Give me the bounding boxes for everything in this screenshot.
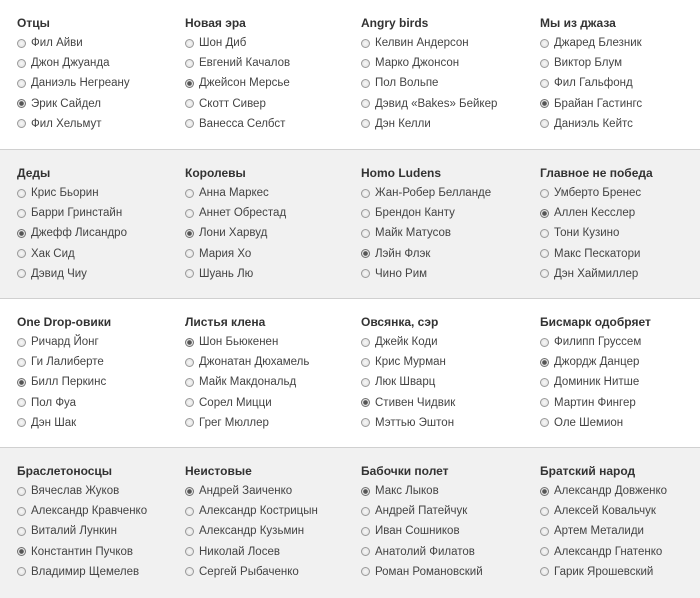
player-radio-option[interactable] (185, 33, 348, 53)
radio-button[interactable] (361, 99, 370, 108)
player-radio-option[interactable] (185, 183, 348, 203)
team-title: Homo Ludens (361, 166, 441, 180)
player-name: Оле Шемион (554, 416, 624, 429)
radio-button[interactable] (540, 99, 549, 108)
player-radio-option[interactable] (540, 501, 700, 521)
player-radio-option[interactable] (17, 244, 172, 264)
player-name: Майк Макдональд (199, 376, 297, 389)
radio-button[interactable] (17, 119, 26, 128)
player-radio-option[interactable] (17, 53, 172, 73)
player-radio-option[interactable] (361, 352, 523, 372)
player-name: Дэн Хаймиллер (554, 267, 639, 280)
radio-button[interactable] (185, 507, 194, 516)
radio-button[interactable] (185, 249, 194, 258)
player-radio-option[interactable] (361, 223, 523, 243)
player-radio-option[interactable] (185, 521, 348, 541)
player-name: Джефф Лисандро (31, 227, 127, 240)
radio-button[interactable] (17, 358, 26, 367)
team-row (0, 448, 700, 598)
radio-button[interactable] (185, 567, 194, 576)
player-radio-option[interactable] (185, 114, 348, 134)
player-name: Алексей Ковальчук (554, 505, 656, 518)
player-radio-option[interactable] (540, 114, 700, 134)
player-name: Ги Лалиберте (31, 356, 104, 369)
radio-button[interactable] (185, 189, 194, 198)
player-name: Виталий Лункин (31, 525, 117, 538)
player-name: Джордж Данцер (554, 356, 640, 369)
player-name: Скотт Сивер (199, 97, 266, 110)
player-name: Чино Рим (375, 267, 428, 280)
player-name: Ричард Йонг (31, 336, 99, 349)
team-title: Главное не победа (540, 166, 653, 180)
radio-button[interactable] (185, 39, 194, 48)
player-name: Макс Лыков (375, 485, 439, 498)
player-name: Дэн Шак (31, 416, 77, 429)
player-radio-option[interactable] (540, 413, 700, 433)
team-title: Деды (17, 166, 51, 180)
radio-button[interactable] (540, 487, 549, 496)
player-name: Константин Пучков (31, 545, 133, 558)
radio-button[interactable] (540, 269, 549, 278)
radio-button[interactable] (361, 487, 370, 496)
radio-button[interactable] (185, 59, 194, 68)
player-radio-option[interactable] (361, 73, 523, 93)
player-radio-option[interactable] (185, 481, 348, 501)
player-radio-option[interactable] (540, 481, 700, 501)
player-radio-option[interactable] (185, 244, 348, 264)
player-name: Билл Перкинс (31, 376, 107, 389)
player-name: Хак Сид (31, 247, 75, 260)
radio-button[interactable] (17, 547, 26, 556)
player-name: Филипп Груссем (554, 336, 642, 349)
player-name: Александр Гнатенко (554, 545, 663, 558)
player-name: Жан-Робер Белланде (375, 187, 492, 200)
player-name: Аллен Кесслер (554, 207, 636, 220)
player-name: Даниэль Кейтс (554, 117, 633, 130)
player-radio-option[interactable] (361, 114, 523, 134)
player-name: Шон Бьюкенен (199, 336, 279, 349)
radio-button[interactable] (540, 249, 549, 258)
radio-button[interactable] (540, 547, 549, 556)
player-radio-option[interactable] (17, 223, 172, 243)
player-radio-option[interactable] (185, 73, 348, 93)
player-name: Брайан Гастингс (554, 97, 643, 110)
radio-button[interactable] (185, 398, 194, 407)
radio-button[interactable] (185, 487, 194, 496)
player-name: Джейк Коди (375, 336, 438, 349)
player-radio-option[interactable] (540, 372, 700, 392)
player-radio-option[interactable] (361, 33, 523, 53)
player-radio-option[interactable] (17, 372, 172, 392)
team-card (348, 312, 523, 447)
player-name: Люк Шварц (375, 376, 436, 389)
radio-button[interactable] (540, 79, 549, 88)
radio-button[interactable] (361, 189, 370, 198)
team-card (523, 312, 700, 447)
radio-button[interactable] (540, 59, 549, 68)
player-name: Лэйн Флэк (375, 247, 431, 260)
player-radio-option[interactable] (17, 73, 172, 93)
player-name: Дэн Келли (375, 117, 431, 130)
radio-button[interactable] (185, 79, 194, 88)
player-name: Мэттью Эштон (375, 416, 455, 429)
team-title: One Drop-овики (17, 315, 112, 329)
player-name: Александр Кострицын (199, 505, 318, 518)
player-name: Брендон Канту (375, 207, 455, 220)
team-title: Братский народ (540, 464, 636, 478)
team-row (0, 0, 700, 150)
team-title: Бисмарк одобряет (540, 315, 651, 329)
radio-button[interactable] (17, 507, 26, 516)
player-radio-option[interactable] (361, 521, 523, 541)
player-name: Евгений Качалов (199, 57, 291, 70)
player-radio-option[interactable] (361, 481, 523, 501)
player-name: Александр Довженко (554, 485, 668, 498)
player-name: Джаред Блезник (554, 37, 642, 50)
player-radio-option[interactable] (185, 542, 348, 562)
player-radio-option[interactable] (361, 501, 523, 521)
team-card (172, 461, 348, 598)
player-radio-option[interactable] (17, 542, 172, 562)
radio-button[interactable] (17, 378, 26, 387)
player-name: Крис Бьорин (31, 187, 99, 200)
player-radio-option[interactable] (540, 33, 700, 53)
team-title: Angry birds (361, 16, 429, 30)
radio-button[interactable] (361, 269, 370, 278)
radio-button[interactable] (361, 249, 370, 258)
player-name: Андрей Патейчук (375, 505, 468, 518)
player-name: Фил Гальфонд (554, 77, 633, 90)
team-card (0, 461, 172, 598)
player-radio-option[interactable] (540, 393, 700, 413)
player-radio-option[interactable] (361, 332, 523, 352)
team-card (0, 13, 172, 149)
player-radio-option[interactable] (361, 53, 523, 73)
player-name: Грег Мюллер (199, 416, 269, 429)
radio-button[interactable] (185, 527, 194, 536)
player-radio-option[interactable] (540, 183, 700, 203)
team-title: Неистовые (185, 464, 252, 478)
player-name: Пол Фуа (31, 396, 77, 409)
radio-button[interactable] (17, 249, 26, 258)
radio-button[interactable] (361, 79, 370, 88)
player-name: Лони Харвуд (199, 227, 268, 240)
player-name: Майк Матусов (375, 227, 452, 240)
player-name: Андрей Заиченко (199, 485, 293, 498)
radio-button[interactable] (185, 119, 194, 128)
radio-button[interactable] (185, 547, 194, 556)
radio-button[interactable] (361, 338, 370, 347)
radio-button[interactable] (185, 338, 194, 347)
player-radio-option[interactable] (361, 203, 523, 223)
player-radio-option[interactable] (540, 223, 700, 243)
radio-button[interactable] (540, 527, 549, 536)
radio-button[interactable] (185, 209, 194, 218)
player-radio-option[interactable] (540, 53, 700, 73)
radio-button[interactable] (540, 567, 549, 576)
radio-button[interactable] (17, 99, 26, 108)
player-radio-option[interactable] (185, 203, 348, 223)
radio-button[interactable] (17, 189, 26, 198)
player-radio-option[interactable] (17, 562, 172, 582)
radio-button[interactable] (17, 39, 26, 48)
player-radio-option[interactable] (17, 393, 172, 413)
radio-button[interactable] (361, 418, 370, 427)
radio-button[interactable] (361, 358, 370, 367)
player-radio-option[interactable] (185, 501, 348, 521)
team-title: Мы из джаза (540, 16, 616, 30)
player-name: Гарик Ярошевский (554, 565, 654, 578)
player-radio-option[interactable] (17, 203, 172, 223)
player-name: Джон Джуанда (31, 57, 110, 70)
player-radio-option[interactable] (361, 542, 523, 562)
radio-button[interactable] (17, 59, 26, 68)
team-card (0, 312, 172, 447)
team-title: Браслетоносцы (17, 464, 113, 478)
player-name: Ванесса Селбст (199, 117, 286, 130)
team-card (523, 13, 700, 149)
radio-button[interactable] (540, 507, 549, 516)
player-radio-option[interactable] (17, 33, 172, 53)
player-name: Шон Диб (199, 37, 247, 50)
player-radio-option[interactable] (17, 481, 172, 501)
player-name: Аннет Обрестад (199, 207, 287, 220)
team-title: Королевы (185, 166, 246, 180)
player-radio-option[interactable] (17, 413, 172, 433)
player-radio-option[interactable] (540, 73, 700, 93)
player-name: Барри Гринстайн (31, 207, 123, 220)
radio-button[interactable] (17, 398, 26, 407)
radio-button[interactable] (361, 398, 370, 407)
radio-button[interactable] (185, 269, 194, 278)
team-card (523, 461, 700, 598)
team-title: Бабочки полет (361, 464, 449, 478)
radio-button[interactable] (540, 338, 549, 347)
player-name: Умберто Бренес (554, 187, 642, 200)
radio-button[interactable] (17, 269, 26, 278)
radio-button[interactable] (540, 418, 549, 427)
player-name: Александр Кравченко (31, 505, 148, 518)
radio-button[interactable] (361, 59, 370, 68)
radio-button[interactable] (540, 119, 549, 128)
player-name: Сорел Мицци (199, 396, 272, 409)
radio-button[interactable] (540, 39, 549, 48)
radio-button[interactable] (361, 39, 370, 48)
player-name: Марко Джонсон (375, 57, 460, 70)
radio-button[interactable] (185, 418, 194, 427)
player-name: Александр Кузьмин (199, 525, 305, 538)
player-radio-option[interactable] (17, 521, 172, 541)
radio-button[interactable] (540, 229, 549, 238)
player-radio-option[interactable] (540, 94, 700, 114)
player-radio-option[interactable] (17, 501, 172, 521)
player-name: Шуань Лю (199, 267, 254, 280)
team-row (0, 150, 700, 299)
radio-button[interactable] (540, 378, 549, 387)
player-name: Пол Вольпе (375, 77, 439, 90)
player-name: Мартин Фингер (554, 396, 636, 409)
radio-button[interactable] (185, 99, 194, 108)
player-name: Роман Романовский (375, 565, 483, 578)
player-name: Макс Пескатори (554, 247, 641, 260)
player-radio-option[interactable] (185, 562, 348, 582)
player-radio-option[interactable] (361, 94, 523, 114)
player-radio-option[interactable] (540, 203, 700, 223)
radio-button[interactable] (17, 487, 26, 496)
player-radio-option[interactable] (185, 393, 348, 413)
player-radio-option[interactable] (17, 183, 172, 203)
player-name: Тони Кузино (554, 227, 620, 240)
player-radio-option[interactable] (361, 372, 523, 392)
player-radio-option[interactable] (17, 94, 172, 114)
radio-button[interactable] (361, 209, 370, 218)
player-radio-option[interactable] (185, 332, 348, 352)
radio-button[interactable] (540, 189, 549, 198)
player-name: Даниэль Негреану (31, 77, 130, 90)
team-title: Овсянка, сэр (361, 315, 439, 329)
player-name: Николай Лосев (199, 545, 280, 558)
radio-button[interactable] (540, 398, 549, 407)
player-radio-option[interactable] (17, 352, 172, 372)
player-radio-option[interactable] (185, 94, 348, 114)
player-radio-option[interactable] (17, 264, 172, 284)
player-name: Дэвид «Bakes» Бейкер (375, 97, 498, 110)
player-name: Анна Маркес (199, 187, 269, 200)
team-title: Новая эра (185, 16, 246, 30)
radio-button[interactable] (361, 527, 370, 536)
player-name: Виктор Блум (554, 57, 623, 70)
player-name: Келвин Андерсон (375, 37, 469, 50)
player-name: Артем Металиди (554, 525, 644, 538)
player-radio-option[interactable] (540, 352, 700, 372)
player-radio-option[interactable] (185, 223, 348, 243)
player-name: Эрик Сайдел (31, 97, 101, 110)
radio-button[interactable] (361, 119, 370, 128)
player-radio-option[interactable] (185, 264, 348, 284)
radio-button[interactable] (17, 209, 26, 218)
player-radio-option[interactable] (540, 244, 700, 264)
radio-button[interactable] (361, 567, 370, 576)
radio-button[interactable] (361, 229, 370, 238)
radio-button[interactable] (17, 79, 26, 88)
radio-button[interactable] (361, 378, 370, 387)
team-card (348, 163, 523, 298)
radio-button[interactable] (540, 358, 549, 367)
radio-button[interactable] (17, 418, 26, 427)
player-radio-option[interactable] (185, 413, 348, 433)
player-name: Джейсон Мерсье (199, 77, 290, 90)
radio-button[interactable] (17, 229, 26, 238)
player-radio-option[interactable] (361, 183, 523, 203)
player-name: Фил Айви (31, 37, 83, 50)
player-name: Иван Сошников (375, 525, 460, 538)
player-radio-option[interactable] (361, 264, 523, 284)
player-name: Дэвид Чиу (31, 267, 87, 280)
team-card (172, 163, 348, 298)
player-radio-option[interactable] (540, 521, 700, 541)
player-radio-option[interactable] (361, 413, 523, 433)
team-card (172, 312, 348, 447)
team-row (0, 299, 700, 448)
team-card (348, 461, 523, 598)
player-radio-option[interactable] (185, 372, 348, 392)
player-radio-option[interactable] (361, 393, 523, 413)
radio-button[interactable] (540, 209, 549, 218)
player-radio-option[interactable] (185, 352, 348, 372)
radio-button[interactable] (17, 567, 26, 576)
player-radio-option[interactable] (540, 264, 700, 284)
player-name: Доминик Нитше (554, 376, 640, 389)
radio-button[interactable] (185, 378, 194, 387)
player-radio-option[interactable] (361, 244, 523, 264)
radio-button[interactable] (17, 527, 26, 536)
player-name: Мария Хо (199, 247, 252, 260)
team-card (172, 13, 348, 149)
team-title: Листья клена (185, 315, 266, 329)
player-name: Вячеслав Жуков (31, 485, 120, 498)
player-radio-option[interactable] (17, 114, 172, 134)
radio-button[interactable] (361, 547, 370, 556)
player-radio-option[interactable] (540, 542, 700, 562)
player-radio-option[interactable] (540, 562, 700, 582)
team-card (523, 163, 700, 298)
team-card (0, 163, 172, 298)
radio-button[interactable] (17, 338, 26, 347)
player-name: Фил Хельмут (31, 117, 102, 130)
player-name: Сергей Рыбаченко (199, 565, 299, 578)
player-radio-option[interactable] (361, 562, 523, 582)
player-radio-option[interactable] (540, 332, 700, 352)
player-radio-option[interactable] (185, 53, 348, 73)
player-name: Стивен Чидвик (375, 396, 456, 409)
player-name: Анатолий Филатов (375, 545, 475, 558)
player-name: Джонатан Дюхамель (199, 356, 310, 369)
team-title: Отцы (17, 16, 50, 30)
player-radio-option[interactable] (17, 332, 172, 352)
player-name: Владимир Щемелев (31, 565, 140, 578)
radio-button[interactable] (361, 507, 370, 516)
team-card (348, 13, 523, 149)
player-name: Крис Мурман (375, 356, 446, 369)
radio-button[interactable] (185, 229, 194, 238)
radio-button[interactable] (185, 358, 194, 367)
